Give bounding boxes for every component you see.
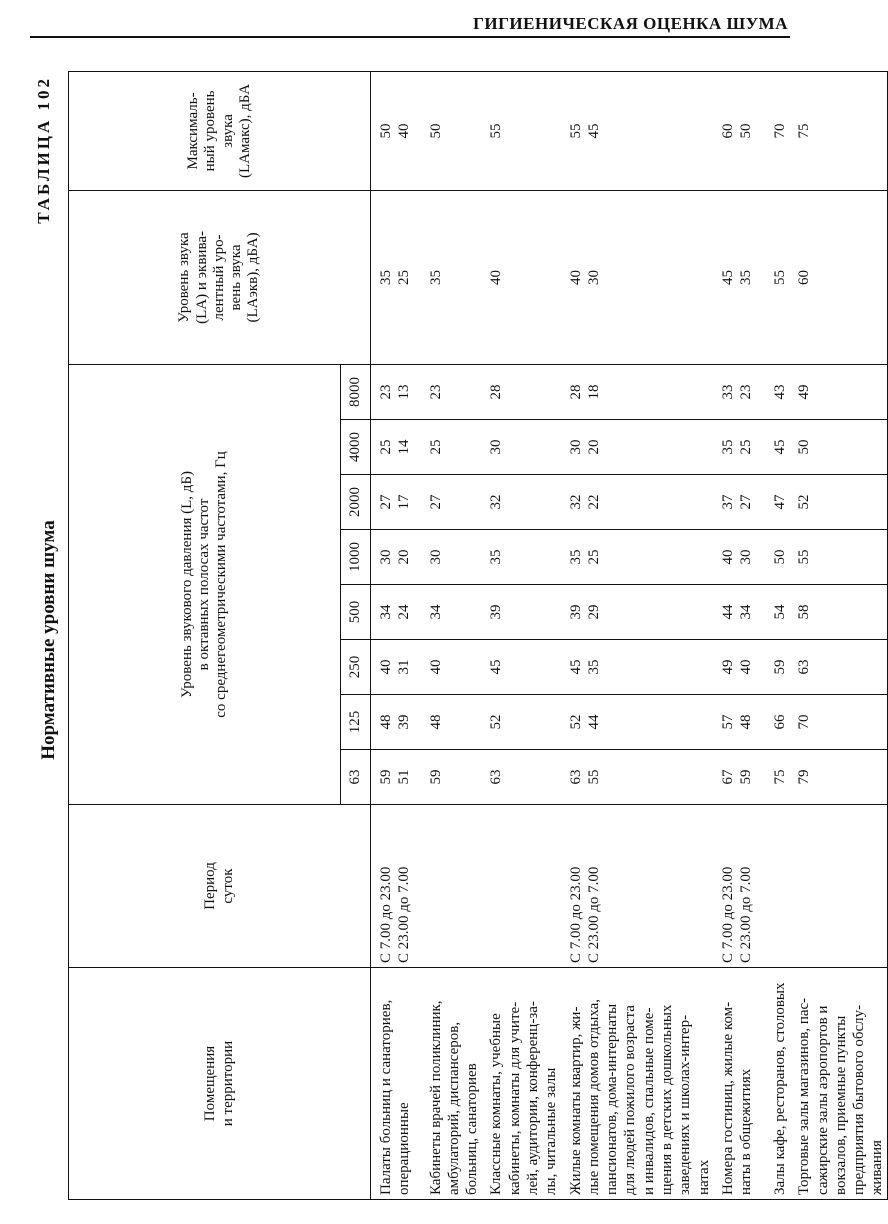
header-period: Период суток — [69, 805, 371, 968]
freq-cell-line: 25 — [738, 439, 755, 455]
freq-cell — [789, 475, 887, 530]
freq-cell-line: 37 — [719, 494, 736, 510]
freq-cell-line: 40 — [719, 549, 736, 565]
freq-cell-line: 58 — [796, 604, 813, 620]
freq-cell — [371, 364, 421, 419]
freq-cell-line: 49 — [719, 659, 736, 675]
max-cell-line: 60 — [719, 123, 736, 139]
room-cell — [371, 968, 421, 1200]
freq-cell-line: 31 — [396, 659, 413, 675]
noise-norms-table — [68, 71, 888, 1200]
max-cell-line: 50 — [738, 123, 755, 139]
freq-cell — [421, 640, 482, 695]
freq-cell-line: 27 — [738, 494, 755, 510]
room-cell — [765, 968, 789, 1200]
freq-cell — [371, 475, 421, 530]
period-cell — [713, 805, 765, 968]
table-row — [481, 71, 560, 1199]
freq-cell — [789, 640, 887, 695]
max-cell — [765, 71, 789, 190]
room-cell-line: Палаты больниц и санаториев, — [378, 999, 394, 1195]
room-cell — [713, 968, 765, 1200]
freq-cell — [421, 475, 482, 530]
freq-cell — [789, 420, 887, 475]
period-cell-line: С 23.00 до 7.00 — [738, 866, 755, 963]
freq-cell — [789, 695, 887, 750]
room-cell-line: лы, читальные залы — [543, 1067, 560, 1195]
freq-cell-line: 67 — [719, 769, 736, 785]
freq-cell — [481, 585, 560, 640]
room-cell-line: Торговые залы магазинов, пас- — [796, 997, 813, 1195]
room-cell-line: заведениях и школах-интер- — [677, 1014, 694, 1195]
freq-cell-line: 75 — [771, 769, 788, 785]
freq-cell-line: 47 — [771, 494, 788, 510]
freq-cell-line: 35 — [567, 549, 584, 565]
freq-cell-line: 48 — [738, 714, 755, 730]
header-freq-500: 500 — [341, 585, 371, 640]
freq-cell-line: 39 — [488, 604, 505, 620]
equivalent-cell-line: 60 — [796, 269, 813, 285]
freq-cell-line: 27 — [378, 494, 394, 510]
freq-cell-line: 23 — [738, 384, 755, 400]
header-freq-63: 63 — [341, 750, 371, 805]
header-freq-4000: 4000 — [341, 420, 371, 475]
freq-cell — [371, 530, 421, 585]
freq-cell-line: 30 — [378, 549, 394, 565]
table-row — [371, 71, 421, 1199]
freq-cell-line: 39 — [396, 714, 413, 730]
freq-cell-line: 52 — [567, 714, 584, 730]
room-cell-line: Жилые комнаты квартир, жи- — [567, 1006, 584, 1195]
room-cell-line: предприятия бытового обслу- — [851, 1004, 868, 1195]
period-cell — [421, 805, 482, 968]
freq-cell-line: 28 — [488, 384, 505, 400]
max-cell-line: 55 — [567, 123, 584, 139]
freq-cell-line: 23 — [378, 384, 394, 400]
period-cell — [561, 805, 713, 968]
freq-cell — [481, 695, 560, 750]
header-freq-1000: 1000 — [341, 530, 371, 585]
equivalent-cell-line: 40 — [488, 269, 505, 285]
freq-cell-line: 40 — [427, 659, 444, 675]
room-cell-line: лые помещения домов отдыха, — [585, 998, 602, 1195]
freq-cell — [765, 750, 789, 805]
freq-cell-line: 40 — [738, 659, 755, 675]
room-cell-line: лей, аудитории, конференц-за- — [524, 1001, 541, 1195]
freq-cell — [561, 750, 713, 805]
equivalent-cell — [371, 190, 421, 364]
freq-cell — [765, 695, 789, 750]
freq-cell-line: 45 — [567, 659, 584, 675]
room-cell-line: живания — [869, 1140, 886, 1195]
freq-cell-line: 48 — [427, 714, 444, 730]
freq-cell — [789, 585, 887, 640]
table-row — [713, 71, 765, 1199]
freq-cell — [561, 640, 713, 695]
page-header — [30, 10, 790, 38]
freq-cell-line: 63 — [488, 769, 505, 785]
freq-cell — [481, 750, 560, 805]
freq-cell-line: 55 — [796, 549, 813, 565]
table-row — [561, 71, 713, 1199]
max-cell-line: 40 — [396, 123, 413, 139]
freq-cell-line: 30 — [488, 439, 505, 455]
freq-cell-line: 18 — [585, 384, 602, 400]
max-cell-line: 55 — [488, 123, 505, 139]
freq-cell — [371, 695, 421, 750]
header-equivalent-level: Уровень звука (LA) и эквива- лентный уро- вень звука (LAэкв), дБА) — [69, 190, 371, 364]
freq-cell — [481, 420, 560, 475]
freq-cell-line: 59 — [427, 769, 444, 785]
freq-cell — [713, 640, 765, 695]
header-sound-pressure: Уровень звукового давления (L, дБ) в октавных полосах частот со среднегеометрическими частотами, Гц — [69, 364, 341, 804]
freq-cell — [371, 420, 421, 475]
room-cell-line: вокзалов, приемные пункты — [832, 1015, 849, 1195]
max-cell-line: 45 — [585, 123, 602, 139]
freq-cell-line: 33 — [719, 384, 736, 400]
period-cell — [789, 805, 887, 968]
freq-cell — [789, 750, 887, 805]
freq-cell — [713, 420, 765, 475]
freq-cell — [421, 585, 482, 640]
table-label: ТАБЛИЦА 102 — [34, 76, 53, 224]
max-cell-line: 70 — [771, 123, 788, 139]
freq-cell-line: 35 — [719, 439, 736, 455]
freq-cell — [765, 420, 789, 475]
max-cell-line: 50 — [427, 123, 444, 139]
freq-cell — [371, 640, 421, 695]
freq-cell — [421, 420, 482, 475]
freq-cell-line: 45 — [771, 439, 788, 455]
room-cell — [561, 968, 713, 1200]
equivalent-cell-line: 35 — [378, 269, 394, 285]
freq-cell — [561, 364, 713, 419]
freq-cell — [371, 750, 421, 805]
room-cell-line: Залы кафе, ресторанов, столовых — [771, 982, 788, 1195]
room-cell-line: операционные — [396, 1102, 413, 1195]
max-cell — [371, 71, 421, 190]
equivalent-cell-line: 35 — [427, 269, 444, 285]
room-cell — [421, 968, 482, 1200]
freq-cell-line: 59 — [738, 769, 755, 785]
freq-cell-line: 57 — [719, 714, 736, 730]
max-cell — [561, 71, 713, 190]
equivalent-cell-line: 55 — [771, 269, 788, 285]
room-cell-line: натах — [695, 1159, 712, 1195]
header-freq-2000: 2000 — [341, 475, 371, 530]
period-cell-line: С 23.00 до 7.00 — [585, 866, 602, 963]
freq-cell-line: 25 — [427, 439, 444, 455]
freq-cell-line: 25 — [378, 439, 394, 455]
freq-cell-line: 35 — [488, 549, 505, 565]
freq-cell-line: 34 — [427, 604, 444, 620]
freq-cell-line: 66 — [771, 714, 788, 730]
freq-cell — [765, 364, 789, 419]
freq-cell — [481, 640, 560, 695]
freq-cell-line: 22 — [585, 494, 602, 510]
max-cell-line: 75 — [796, 123, 813, 139]
equivalent-cell-line: 25 — [396, 269, 413, 285]
table-row — [789, 71, 887, 1199]
freq-cell-line: 63 — [796, 659, 813, 675]
freq-cell — [421, 364, 482, 419]
equivalent-cell — [481, 190, 560, 364]
freq-cell — [713, 585, 765, 640]
freq-cell — [481, 364, 560, 419]
freq-cell-line: 14 — [396, 439, 413, 455]
freq-cell — [421, 530, 482, 585]
period-cell-line: С 23.00 до 7.00 — [396, 866, 413, 963]
equivalent-cell — [713, 190, 765, 364]
freq-cell-line: 48 — [378, 714, 394, 730]
freq-cell-line: 39 — [567, 604, 584, 620]
freq-cell-line: 55 — [585, 769, 602, 785]
period-cell — [765, 805, 789, 968]
equivalent-cell — [421, 190, 482, 364]
freq-cell — [561, 585, 713, 640]
room-cell-line: Кабинеты врачей поликлиник, — [427, 1000, 444, 1195]
freq-cell-line: 63 — [567, 769, 584, 785]
freq-cell-line: 50 — [796, 439, 813, 455]
room-cell-line: пансионатов, дома-интернаты — [604, 1003, 621, 1195]
freq-cell-line: 35 — [585, 659, 602, 675]
freq-cell-line: 44 — [585, 714, 602, 730]
freq-cell — [713, 364, 765, 419]
freq-cell-line: 13 — [396, 384, 413, 400]
table-row — [421, 71, 482, 1199]
period-cell-line: С 7.00 до 23.00 — [719, 866, 736, 963]
room-cell-line: кабинеты, комнаты для учите- — [506, 1001, 523, 1195]
equivalent-cell-line: 30 — [585, 269, 602, 285]
freq-cell-line: 30 — [427, 549, 444, 565]
freq-cell — [713, 475, 765, 530]
max-cell — [481, 71, 560, 190]
header-freq-250: 250 — [341, 640, 371, 695]
freq-cell — [713, 750, 765, 805]
room-cell-line: для людей пожилого возраста — [622, 1005, 639, 1195]
room-cell-line: амбулаторий, диспансеров, — [445, 1021, 462, 1195]
freq-cell — [713, 695, 765, 750]
freq-cell — [561, 695, 713, 750]
room-cell-line: больниц, санаториев — [464, 1063, 481, 1195]
freq-cell-line: 51 — [396, 769, 413, 785]
freq-cell-line: 59 — [378, 769, 394, 785]
freq-cell-line: 79 — [796, 769, 813, 785]
room-cell-line: и инвалидов, спальные поме- — [640, 1007, 657, 1195]
header-room: Помещения и территории — [69, 968, 371, 1200]
header-max-level: Максималь- ный уровень звука (LAмакс), дБА — [69, 71, 371, 190]
period-cell-line: С 7.00 до 23.00 — [567, 866, 584, 963]
freq-cell — [765, 640, 789, 695]
freq-cell — [789, 364, 887, 419]
room-cell-line: Номера гостиниц, жилые ком- — [719, 1001, 736, 1195]
freq-cell-line: 70 — [796, 714, 813, 730]
equivalent-cell — [789, 190, 887, 364]
equivalent-cell — [765, 190, 789, 364]
freq-cell-line: 52 — [488, 714, 505, 730]
freq-cell — [561, 475, 713, 530]
freq-cell-line: 17 — [396, 494, 413, 510]
page-header-text: ГИГИЕНИЧЕСКАЯ ОЦЕНКА ШУМА — [473, 14, 788, 33]
freq-cell-line: 43 — [771, 384, 788, 400]
equivalent-cell-line: 40 — [567, 269, 584, 285]
max-cell — [789, 71, 887, 190]
freq-cell — [371, 585, 421, 640]
freq-cell-line: 27 — [427, 494, 444, 510]
period-cell-line: С 7.00 до 23.00 — [378, 866, 394, 963]
freq-cell — [765, 530, 789, 585]
freq-cell-line: 30 — [567, 439, 584, 455]
freq-cell-line: 30 — [738, 549, 755, 565]
room-cell-line: наты в общежитиях — [738, 1068, 755, 1195]
table-row — [765, 71, 789, 1199]
freq-cell-line: 45 — [488, 659, 505, 675]
freq-cell — [561, 420, 713, 475]
max-cell — [713, 71, 765, 190]
freq-cell-line: 34 — [738, 604, 755, 620]
freq-cell — [765, 585, 789, 640]
freq-cell-line: 44 — [719, 604, 736, 620]
table-body — [371, 71, 888, 1199]
freq-cell-line: 28 — [567, 384, 584, 400]
freq-cell-line: 20 — [396, 549, 413, 565]
header-freq-8000: 8000 — [341, 364, 371, 419]
max-cell-line: 50 — [378, 123, 394, 139]
freq-cell-line: 23 — [427, 384, 444, 400]
freq-cell — [561, 530, 713, 585]
freq-cell-line: 20 — [585, 439, 602, 455]
header-freq-125: 125 — [341, 695, 371, 750]
room-cell — [481, 968, 560, 1200]
rotated-page — [28, 70, 886, 1210]
freq-cell-line: 50 — [771, 549, 788, 565]
freq-cell-line: 34 — [378, 604, 394, 620]
equivalent-cell-line: 45 — [719, 269, 736, 285]
room-cell — [789, 968, 887, 1200]
freq-cell-line: 49 — [796, 384, 813, 400]
freq-cell-line: 40 — [378, 659, 394, 675]
freq-cell-line: 32 — [567, 494, 584, 510]
freq-cell — [481, 475, 560, 530]
freq-cell-line: 52 — [796, 494, 813, 510]
freq-cell — [789, 530, 887, 585]
equivalent-cell — [561, 190, 713, 364]
room-cell-line: сажирские залы аэропортов и — [814, 1005, 831, 1195]
freq-cell-line: 59 — [771, 659, 788, 675]
freq-cell — [421, 695, 482, 750]
freq-cell — [713, 530, 765, 585]
freq-cell — [481, 530, 560, 585]
period-cell — [371, 805, 421, 968]
freq-cell-line: 32 — [488, 494, 505, 510]
freq-cell-line: 54 — [771, 604, 788, 620]
equivalent-cell-line: 35 — [738, 269, 755, 285]
freq-cell-line: 25 — [585, 549, 602, 565]
table-title: Нормативные уровни шума — [38, 520, 59, 760]
freq-cell-line: 29 — [585, 604, 602, 620]
room-cell-line: Классные комнаты, учебные — [488, 1013, 505, 1195]
freq-cell — [765, 475, 789, 530]
room-cell-line: щения в детских дошкольных — [659, 1004, 676, 1195]
freq-cell-line: 24 — [396, 604, 413, 620]
max-cell — [421, 71, 482, 190]
freq-cell — [421, 750, 482, 805]
period-cell — [481, 805, 560, 968]
